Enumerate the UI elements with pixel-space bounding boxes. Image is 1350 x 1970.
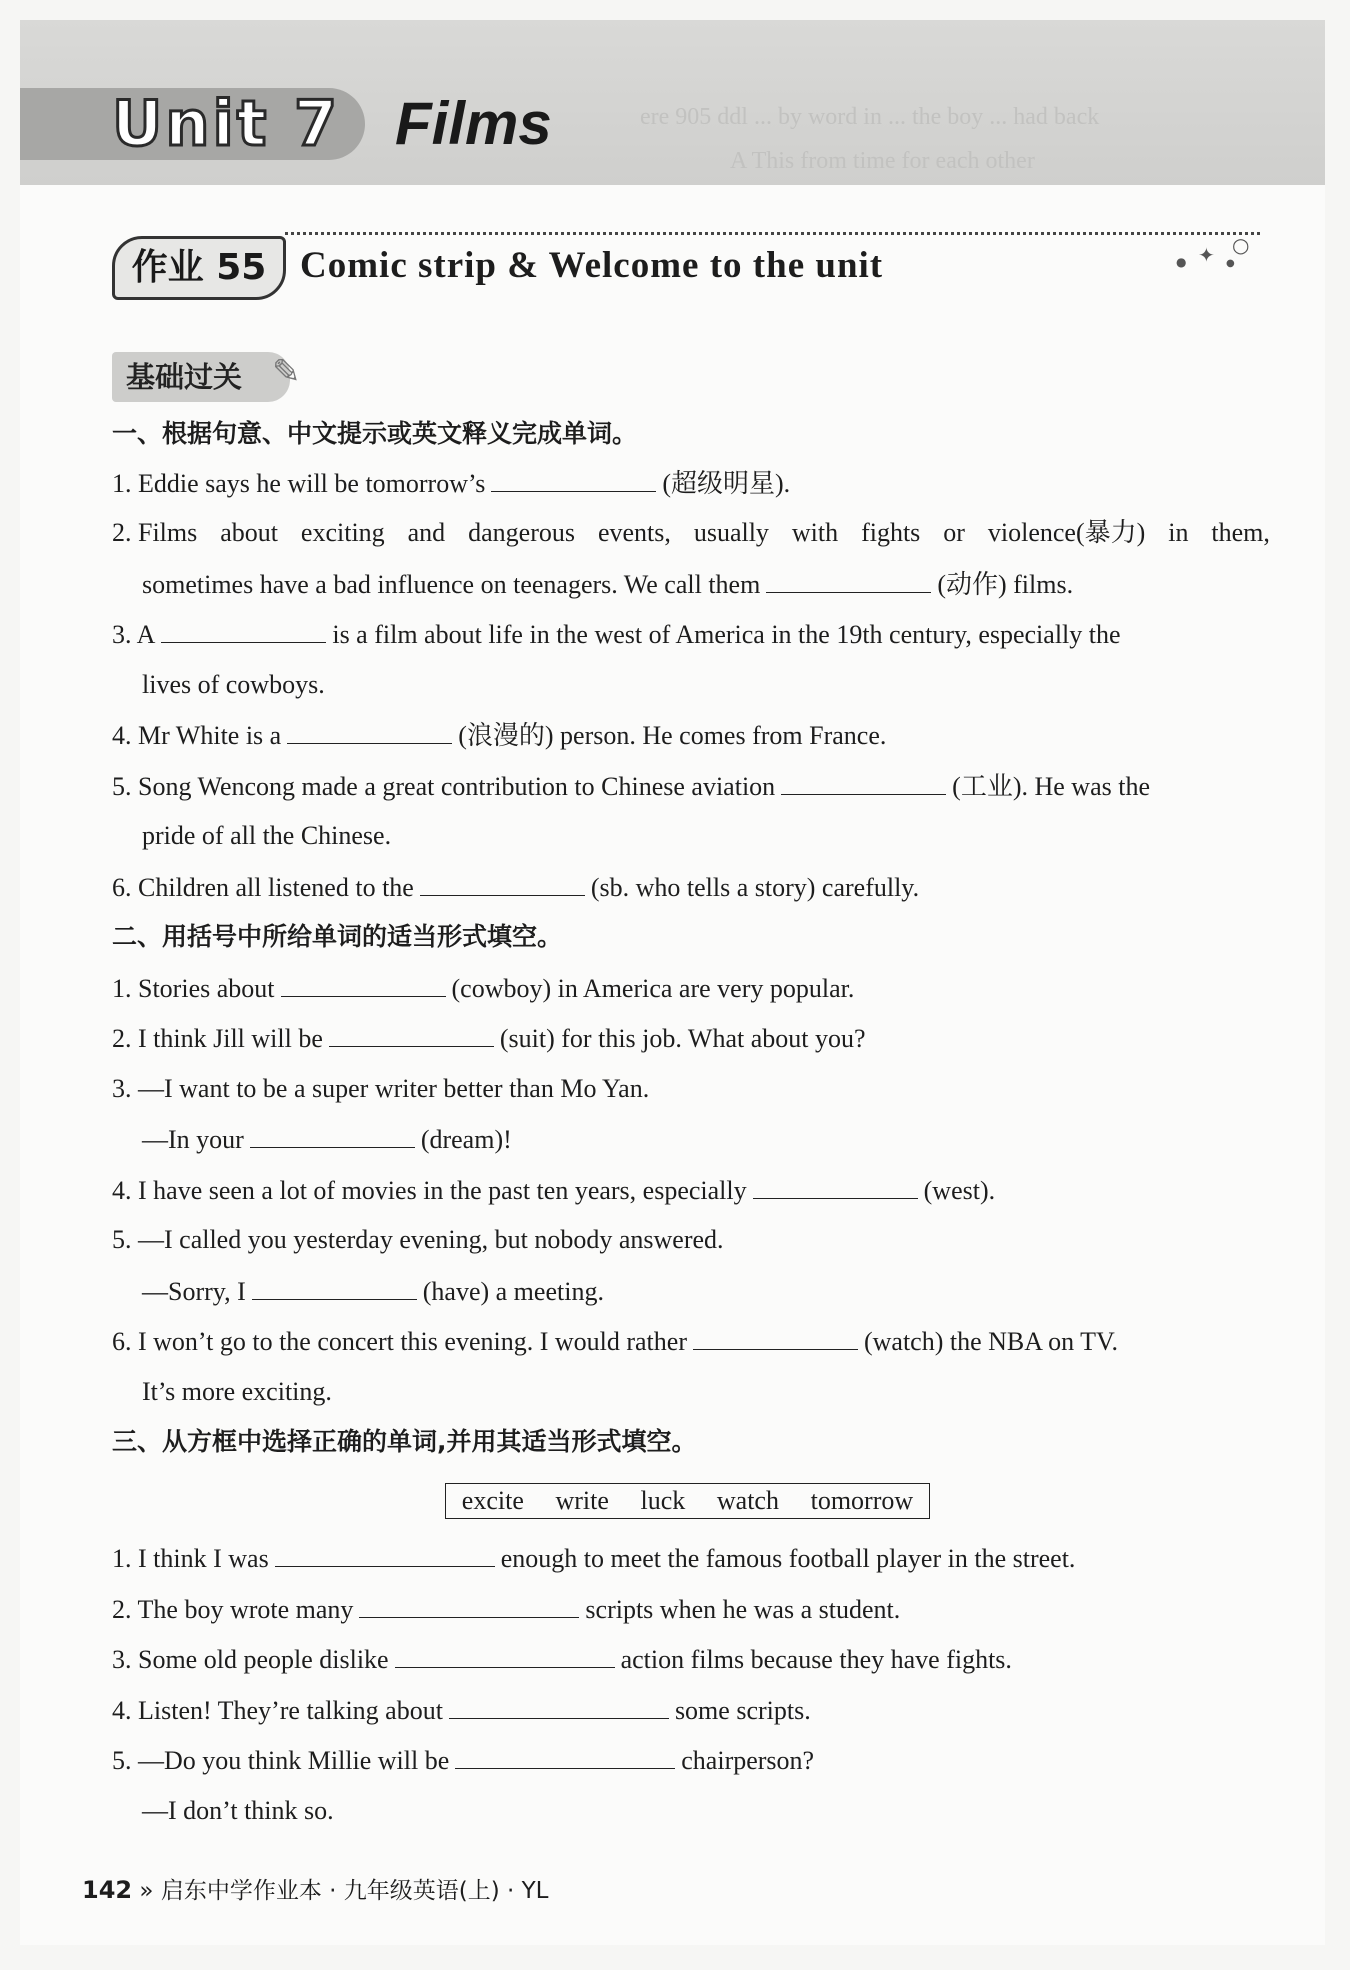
answer-blank[interactable] xyxy=(250,1119,415,1148)
question-p2-6-line1: 6. I won’t go to the concert this evening. I would rather (watch) the NBA on TV. xyxy=(112,1321,1118,1362)
question-p1-3-line1: 3. A is a film about life in the west of America in the 19th century, especially the xyxy=(112,614,1121,655)
homework-badge: 作业 55 xyxy=(112,236,286,300)
question-p3-3: 3. Some old people dislike action films because they have fights. xyxy=(112,1639,1012,1680)
answer-blank[interactable] xyxy=(161,614,326,643)
bleed-through-text-top: ere 905 ddl ... by word in ... the boy ... had back xyxy=(640,104,1100,130)
answer-blank[interactable] xyxy=(395,1639,615,1668)
question-p2-5-line2: —Sorry, I (have) a meeting. xyxy=(142,1271,604,1312)
question-p1-2-line1: 2. Films about exciting and dangerous events, usually with fights or violence(暴力) in them, xyxy=(112,518,1270,547)
part1-heading: 一、根据句意、中文提示或英文释义完成单词。 xyxy=(112,419,638,448)
question-p2-5-line1: 5. —I called you yesterday evening, but nobody answered. xyxy=(112,1225,724,1254)
question-p1-3-line2: lives of cowboys. xyxy=(142,670,325,699)
answer-blank[interactable] xyxy=(359,1589,579,1618)
answer-blank[interactable] xyxy=(275,1538,495,1567)
part2-heading: 二、用括号中所给单词的适当形式填空。 xyxy=(112,922,563,951)
dot-icon: ● xyxy=(1226,258,1235,269)
word-bank-item: excite xyxy=(461,1486,524,1515)
question-p2-6-line2: It’s more exciting. xyxy=(142,1377,332,1406)
word-bank-item: write xyxy=(555,1486,609,1515)
answer-blank[interactable] xyxy=(420,867,585,896)
question-p1-1: 1. Eddie says he will be tomorrow’s (超级明星). xyxy=(112,463,790,504)
question-p2-4: 4. I have seen a lot of movies in the past ten years, especially (west). xyxy=(112,1170,995,1211)
question-p3-5-line1: 5. —Do you think Millie will be chairperson? xyxy=(112,1740,814,1781)
page-footer xyxy=(82,1870,549,1911)
unit-title: Films xyxy=(395,90,552,157)
book-title: 启东中学作业本 · 九年级英语(上) · YL xyxy=(160,1878,549,1904)
homework-title: Comic strip & Welcome to the unit xyxy=(300,245,884,286)
word-bank-item: luck xyxy=(640,1486,686,1515)
question-p1-2-line2: sometimes have a bad influence on teenagers. We call them (动作) films. xyxy=(142,564,1073,605)
word-bank-box xyxy=(445,1483,930,1519)
question-p1-6: 6. Children all listened to the (sb. who tells a story) carefully. xyxy=(112,867,919,908)
question-p2-3-line2: —In your (dream)! xyxy=(142,1119,512,1160)
answer-blank[interactable] xyxy=(252,1271,417,1300)
part3-heading: 三、从方框中选择正确的单词,并用其适当形式填空。 xyxy=(112,1427,697,1456)
word-bank-item: tomorrow xyxy=(810,1486,914,1515)
answer-blank[interactable] xyxy=(781,766,946,795)
page-number: 142 xyxy=(82,1876,133,1904)
answer-blank[interactable] xyxy=(491,463,656,492)
question-p2-2: 2. I think Jill will be (suit) for this job. What about you? xyxy=(112,1018,866,1059)
question-p3-2: 2. The boy wrote many scripts when he was a student. xyxy=(112,1589,900,1630)
dot-icon: ● xyxy=(1176,255,1187,269)
question-p1-5-line1: 5. Song Wencong made a great contribution to Chinese aviation (工业). He was the xyxy=(112,766,1150,807)
answer-blank[interactable] xyxy=(329,1018,494,1047)
unit-label: Unit 7 xyxy=(112,87,341,160)
answer-blank[interactable] xyxy=(281,968,446,997)
word-bank-item: watch xyxy=(716,1486,779,1515)
question-p2-1: 1. Stories about (cowboy) in America are very popular. xyxy=(112,968,854,1009)
answer-blank[interactable] xyxy=(693,1321,858,1350)
question-p3-1: 1. I think I was enough to meet the famous football player in the street. xyxy=(112,1538,1075,1579)
ring-icon: ○ xyxy=(1232,233,1250,257)
dotted-divider xyxy=(285,232,1260,235)
pencil-icon: ✎ xyxy=(272,352,301,392)
bleed-through-text-bottom: A This from time for each other xyxy=(730,148,1035,174)
answer-blank[interactable] xyxy=(455,1740,675,1769)
chevron-right-icon: » xyxy=(139,1878,154,1904)
answer-blank[interactable] xyxy=(449,1690,669,1719)
answer-blank[interactable] xyxy=(766,564,931,593)
question-p3-4: 4. Listen! They’re talking about some scripts. xyxy=(112,1690,811,1731)
answer-blank[interactable] xyxy=(753,1170,918,1199)
question-p3-5-line2: —I don’t think so. xyxy=(142,1796,334,1825)
section-tag: 基础过关 xyxy=(112,352,290,402)
question-p2-3-line1: 3. —I want to be a super writer better than Mo Yan. xyxy=(112,1074,650,1103)
answer-blank[interactable] xyxy=(287,715,452,744)
sparkle-icon: ✦ xyxy=(1198,243,1215,267)
question-p1-5-line2: pride of all the Chinese. xyxy=(142,821,392,850)
question-p1-4: 4. Mr White is a (浪漫的) person. He comes from France. xyxy=(112,715,886,756)
